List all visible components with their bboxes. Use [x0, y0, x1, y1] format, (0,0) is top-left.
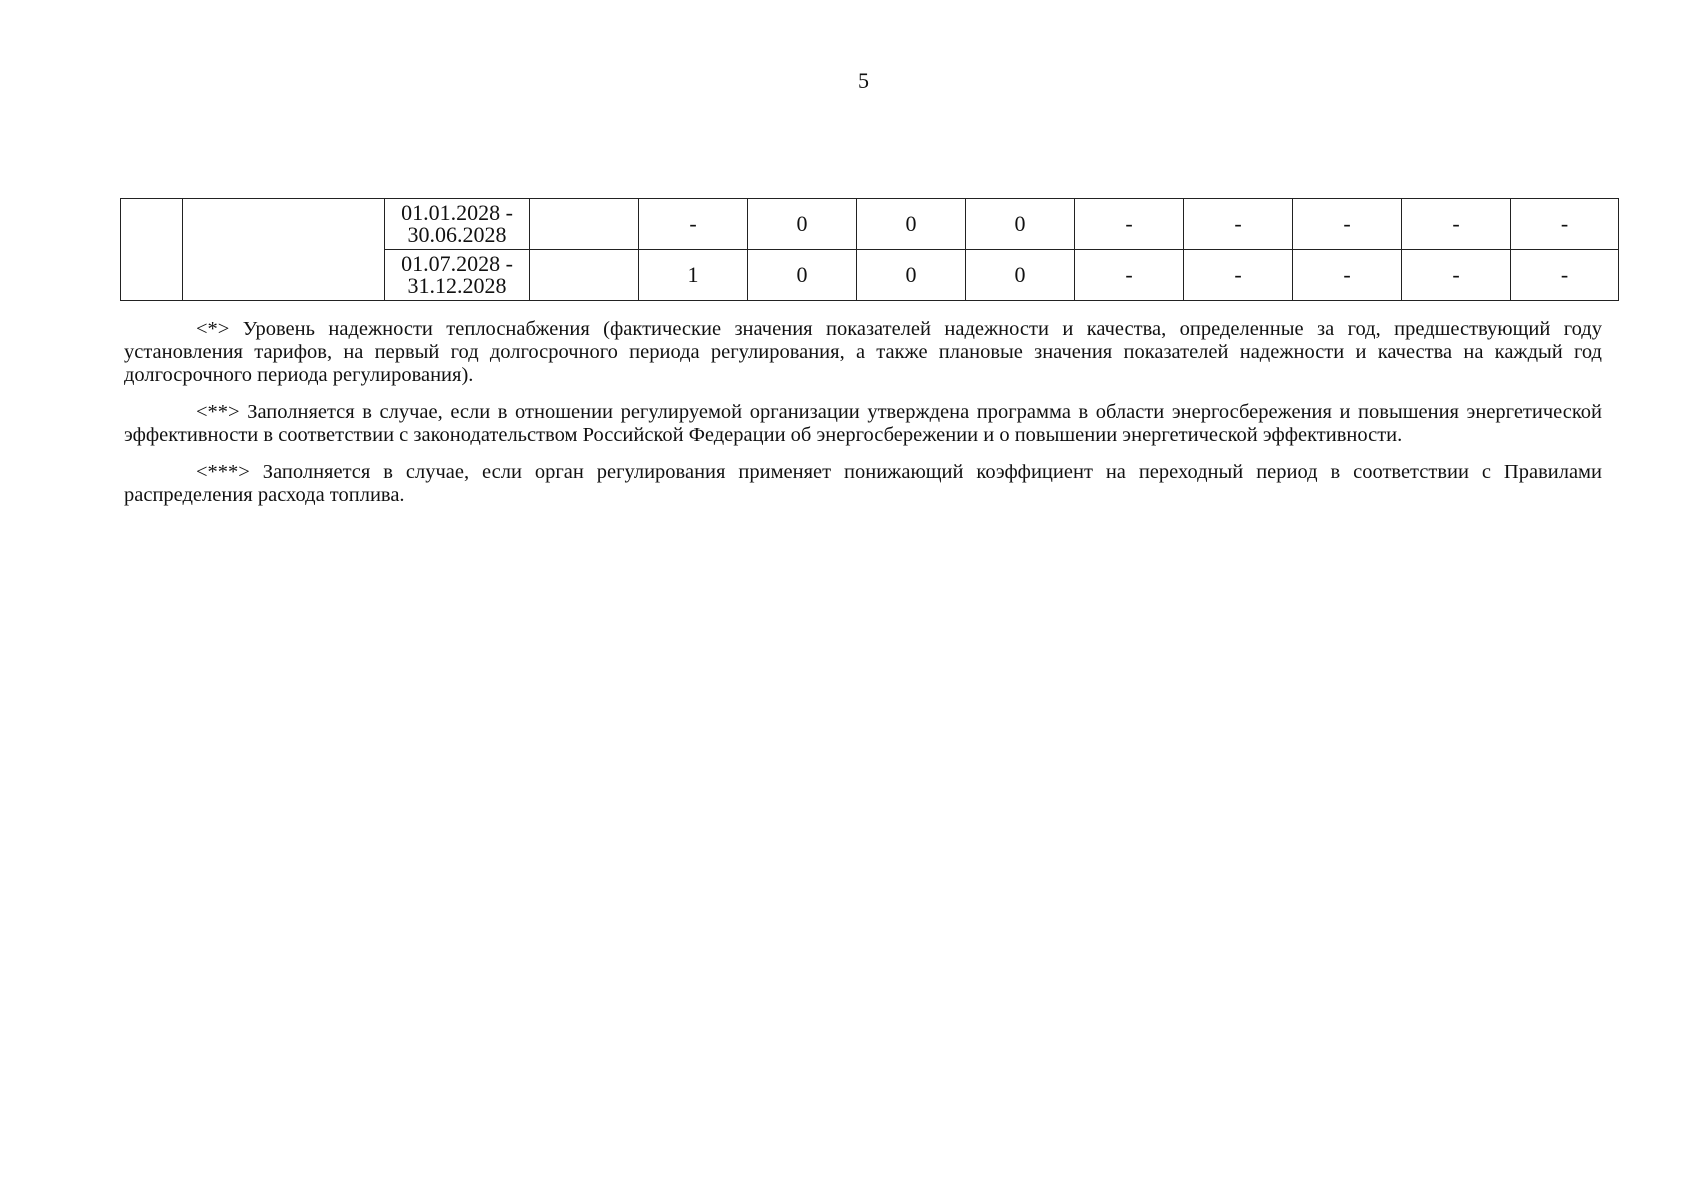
table-cell: - [1511, 250, 1619, 301]
table-cell: - [1402, 199, 1511, 250]
table-cell: - [1293, 199, 1402, 250]
table-row [121, 199, 1619, 250]
table-cell-empty [530, 250, 639, 301]
table-cell: - [639, 199, 748, 250]
table-cell-merged [183, 199, 385, 301]
table-cell: 1 [639, 250, 748, 301]
table-cell: - [1402, 250, 1511, 301]
footnote: <***> Заполняется в случае, если орган регулирования применяет понижающий коэффициент на переходный период в соответствии с Правилами распределения расхода топлива. [124, 461, 1602, 506]
footnote: <*> Уровень надежности теплоснабжения (фактические значения показателей надежности и качества, определенные за год, предшествующий году установления тарифов, на первый год долгосрочного периода регулирования, а также плановые значения показателей надежности и качества на каждый год долгосрочного периода регулирования). [124, 318, 1602, 386]
table-cell-empty [530, 199, 639, 250]
table-cell: 0 [966, 199, 1075, 250]
table-cell-merged [121, 199, 183, 301]
table-cell: - [1293, 250, 1402, 301]
table-cell: 0 [966, 250, 1075, 301]
table-cell-period: 01.01.2028 - 30.06.2028 [385, 199, 530, 250]
table-cell: 0 [748, 199, 857, 250]
table-cell: - [1184, 250, 1293, 301]
table-cell: 0 [748, 250, 857, 301]
page-number: 5 [858, 68, 869, 93]
footnote: <**> Заполняется в случае, если в отношении регулируемой организации утверждена программа в области энергосбережения и повышения энергетической эффективности в соответствии с законодательством Российской Федерации об энергосбережении и о повышении энергетической эффективности. [124, 401, 1602, 446]
table-cell: 0 [857, 199, 966, 250]
table-cell: - [1075, 250, 1184, 301]
data-table [120, 198, 1619, 301]
table-cell: - [1184, 199, 1293, 250]
table-cell: - [1511, 199, 1619, 250]
table-cell-period: 01.07.2028 - 31.12.2028 [385, 250, 530, 301]
footnotes [124, 318, 1602, 521]
table-cell: 0 [857, 250, 966, 301]
table-cell: - [1075, 199, 1184, 250]
